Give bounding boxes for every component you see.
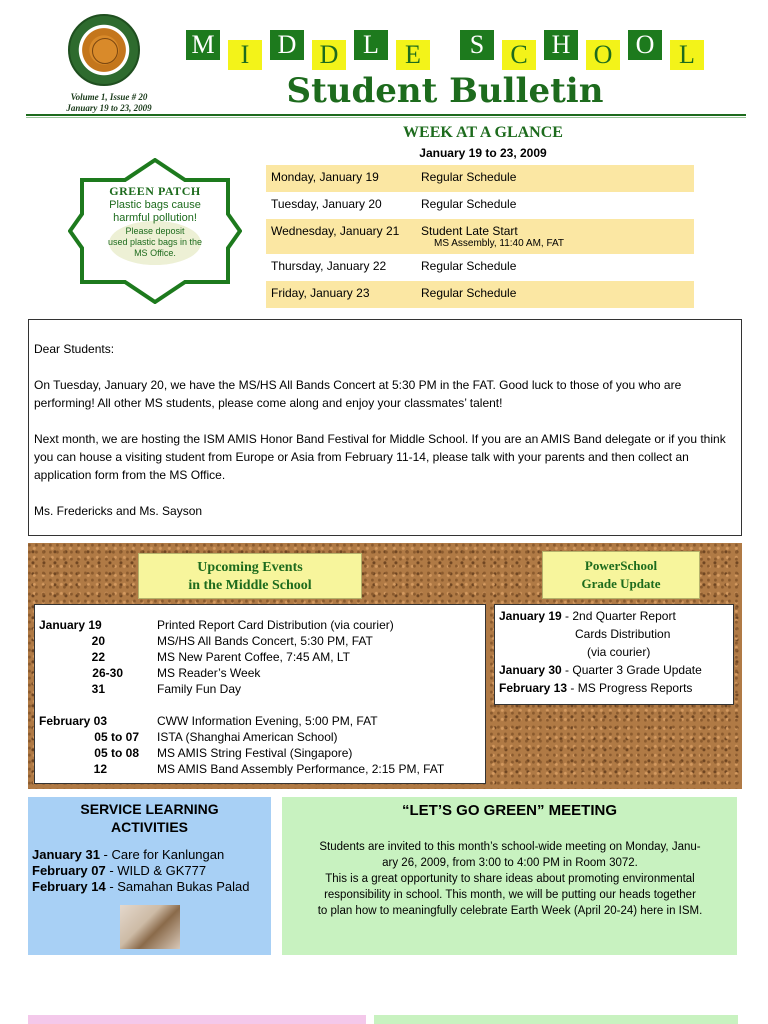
schedule-day: Monday, January 19	[271, 170, 379, 184]
service-title-line: SERVICE LEARNING	[80, 801, 219, 817]
go-green-line: ary 26, 2009, from 3:00 to 4:00 PM in Room 3072.	[382, 857, 638, 869]
powerschool-text: - Quarter 3 Grade Update	[561, 663, 702, 677]
green-patch-note: used plastic bags in the	[107, 237, 203, 247]
issue-info	[50, 92, 168, 114]
go-green-line: to plan how to meaningfully celebrate Earth Week (April 20-24) here in ISM.	[317, 905, 703, 917]
event-date: February 03	[39, 714, 108, 728]
upcoming-events-subtitle: in the Middle School	[188, 578, 312, 593]
service-learning-panel	[28, 797, 271, 955]
title-letter: O	[628, 30, 662, 60]
event-date: 12	[93, 762, 107, 776]
event-date: 22	[91, 650, 105, 664]
powerschool-item: Cards Distribution	[575, 627, 671, 641]
schedule-type: Regular Schedule	[421, 170, 517, 184]
hands-photo	[120, 905, 180, 949]
upcoming-events-list	[34, 604, 486, 784]
event-row	[35, 634, 485, 650]
go-green-title: “LET’S GO GREEN” MEETING	[401, 802, 618, 819]
schedule-day: Wednesday, January 21	[271, 224, 400, 238]
title-letter: I	[228, 40, 262, 70]
event-date: 26-30	[92, 666, 123, 680]
upcoming-events-title: Upcoming Events	[197, 560, 303, 575]
event-text: ISTA (Shanghai American School)	[157, 730, 338, 744]
event-text: Printed Report Card Distribution (via courier)	[157, 618, 394, 632]
schedule-type: Regular Schedule	[421, 286, 517, 300]
bottom-panel-green	[374, 1015, 738, 1024]
service-learning-title	[28, 800, 271, 836]
schedule-row	[266, 219, 694, 254]
powerschool-text: - 2nd Quarter Report	[561, 609, 676, 623]
letter-paragraph: On Tuesday, January 20, we have the MS/HS All Bands Concert at 5:30 PM in the FAT. Good luck to those of you who are performing! All other MS students, please come along and enjoy your classmates’ talent!	[34, 378, 682, 410]
title-letter: S	[460, 30, 494, 60]
bulletin-title: Student Bulletin	[286, 71, 604, 111]
go-green-body	[290, 839, 730, 919]
service-date: February 14	[32, 879, 106, 894]
green-patch-line: Plastic bags cause	[109, 199, 201, 211]
service-text: - Samahan Bukas Palad	[105, 879, 250, 894]
service-item	[32, 863, 206, 878]
title-letter: H	[544, 30, 578, 60]
green-patch-title: GREEN PATCH	[109, 184, 201, 198]
event-text: MS Reader’s Week	[157, 666, 261, 680]
schedule-row	[266, 192, 694, 219]
powerschool-text: - MS Progress Reports	[567, 681, 693, 695]
event-row	[35, 650, 485, 666]
green-patch-note: Please deposit	[125, 226, 185, 236]
powerschool-date: January 19	[499, 609, 562, 623]
schedule-type: Regular Schedule	[421, 197, 517, 211]
header-divider	[26, 114, 746, 116]
title-letter: E	[396, 40, 430, 70]
week-at-a-glance-heading: WEEK AT A GLANCE	[403, 124, 563, 141]
title-letter: D	[312, 40, 346, 70]
letter-signoff: Ms. Fredericks and Ms. Sayson	[34, 504, 203, 518]
event-row	[35, 746, 485, 762]
school-seal-logo	[68, 14, 140, 86]
title-letter: L	[670, 40, 704, 70]
service-date: January 31	[32, 847, 100, 862]
green-patch-text	[88, 184, 222, 259]
issue-dates: January 19 to 23, 2009	[66, 103, 152, 113]
corkboard-section	[28, 543, 742, 789]
service-text: - Care for Kanlungan	[99, 847, 225, 862]
event-row	[35, 762, 485, 778]
event-text: MS AMIS Band Assembly Performance, 2:15 PM, FAT	[157, 762, 445, 776]
go-green-line: This is a great opportunity to share ideas about promoting environmental	[325, 873, 695, 885]
schedule-row	[266, 254, 694, 281]
powerschool-list	[494, 604, 734, 705]
title-letter: O	[586, 40, 620, 70]
powerschool-item	[499, 609, 676, 623]
schedule-row	[266, 165, 694, 192]
service-date: February 07	[32, 863, 106, 878]
event-date: 20	[91, 634, 105, 648]
title-letter: M	[186, 30, 220, 60]
green-patch-line: harmful pollution!	[113, 212, 197, 224]
event-text: Family Fun Day	[157, 682, 242, 696]
event-text: CWW Information Evening, 5:00 PM, FAT	[157, 714, 378, 728]
powerschool-title: PowerSchool	[584, 558, 658, 573]
go-green-line: responsibility in school. This month, we will be putting our heads together	[324, 889, 696, 901]
schedule-note: MS Assembly, 11:40 AM, FAT	[434, 238, 565, 249]
go-green-line: Students are invited to this month’s school-wide meeting on Monday, Janu-	[319, 841, 701, 853]
title-letter: L	[354, 30, 388, 60]
event-text: MS AMIS String Festival (Singapore)	[157, 746, 353, 760]
powerschool-date: January 30	[499, 663, 562, 677]
week-date-range: January 19 to 23, 2009	[419, 146, 547, 160]
service-text: - WILD & GK777	[105, 863, 207, 878]
powerschool-label	[542, 551, 700, 599]
service-title-line: ACTIVITIES	[110, 819, 188, 835]
letter-paragraph: Next month, we are hosting the ISM AMIS Honor Band Festival for Middle School. If you are an AMIS Band delegate or if you think you can house a visiting student from Europe or Asia from February 11-14, please talk with your parents and then collect an application form from the MS Office.	[34, 432, 726, 482]
title-letter: C	[502, 40, 536, 70]
event-date: 05 to 07	[94, 730, 139, 744]
upcoming-events-label	[138, 553, 362, 599]
schedule-day: Tuesday, January 20	[271, 197, 382, 211]
schedule-day: Friday, January 23	[271, 286, 370, 300]
event-date: 31	[91, 682, 105, 696]
event-row	[35, 714, 485, 730]
powerschool-item	[499, 681, 692, 695]
schedule-type: Regular Schedule	[421, 259, 517, 273]
event-row	[35, 618, 485, 634]
principal-letter	[28, 319, 742, 536]
powerschool-date: February 13	[499, 681, 568, 695]
event-text: MS/HS All Bands Concert, 5:30 PM, FAT	[157, 634, 373, 648]
schedule-day: Thursday, January 22	[271, 259, 387, 273]
event-text: MS New Parent Coffee, 7:45 AM, LT	[157, 650, 350, 664]
go-green-panel	[282, 797, 737, 955]
service-item	[32, 847, 224, 862]
service-item	[32, 879, 250, 894]
schedule-table	[266, 165, 694, 308]
schedule-row	[266, 281, 694, 308]
title-letter: D	[270, 30, 304, 60]
event-date: January 19	[39, 618, 102, 632]
powerschool-item	[499, 663, 702, 677]
bottom-panel-pink	[28, 1015, 366, 1024]
event-date: 05 to 08	[94, 746, 139, 760]
schedule-type: Student Late Start	[421, 224, 518, 238]
letter-greeting: Dear Students:	[34, 342, 115, 356]
header-divider-thin	[26, 117, 746, 118]
event-row	[35, 682, 485, 698]
powerschool-item: (via courier)	[587, 645, 651, 659]
volume-text: Volume 1, Issue # 20	[70, 92, 148, 102]
green-patch-note: MS Office.	[134, 248, 176, 258]
powerschool-subtitle: Grade Update	[581, 576, 661, 591]
event-row	[35, 730, 485, 746]
event-row	[35, 666, 485, 682]
